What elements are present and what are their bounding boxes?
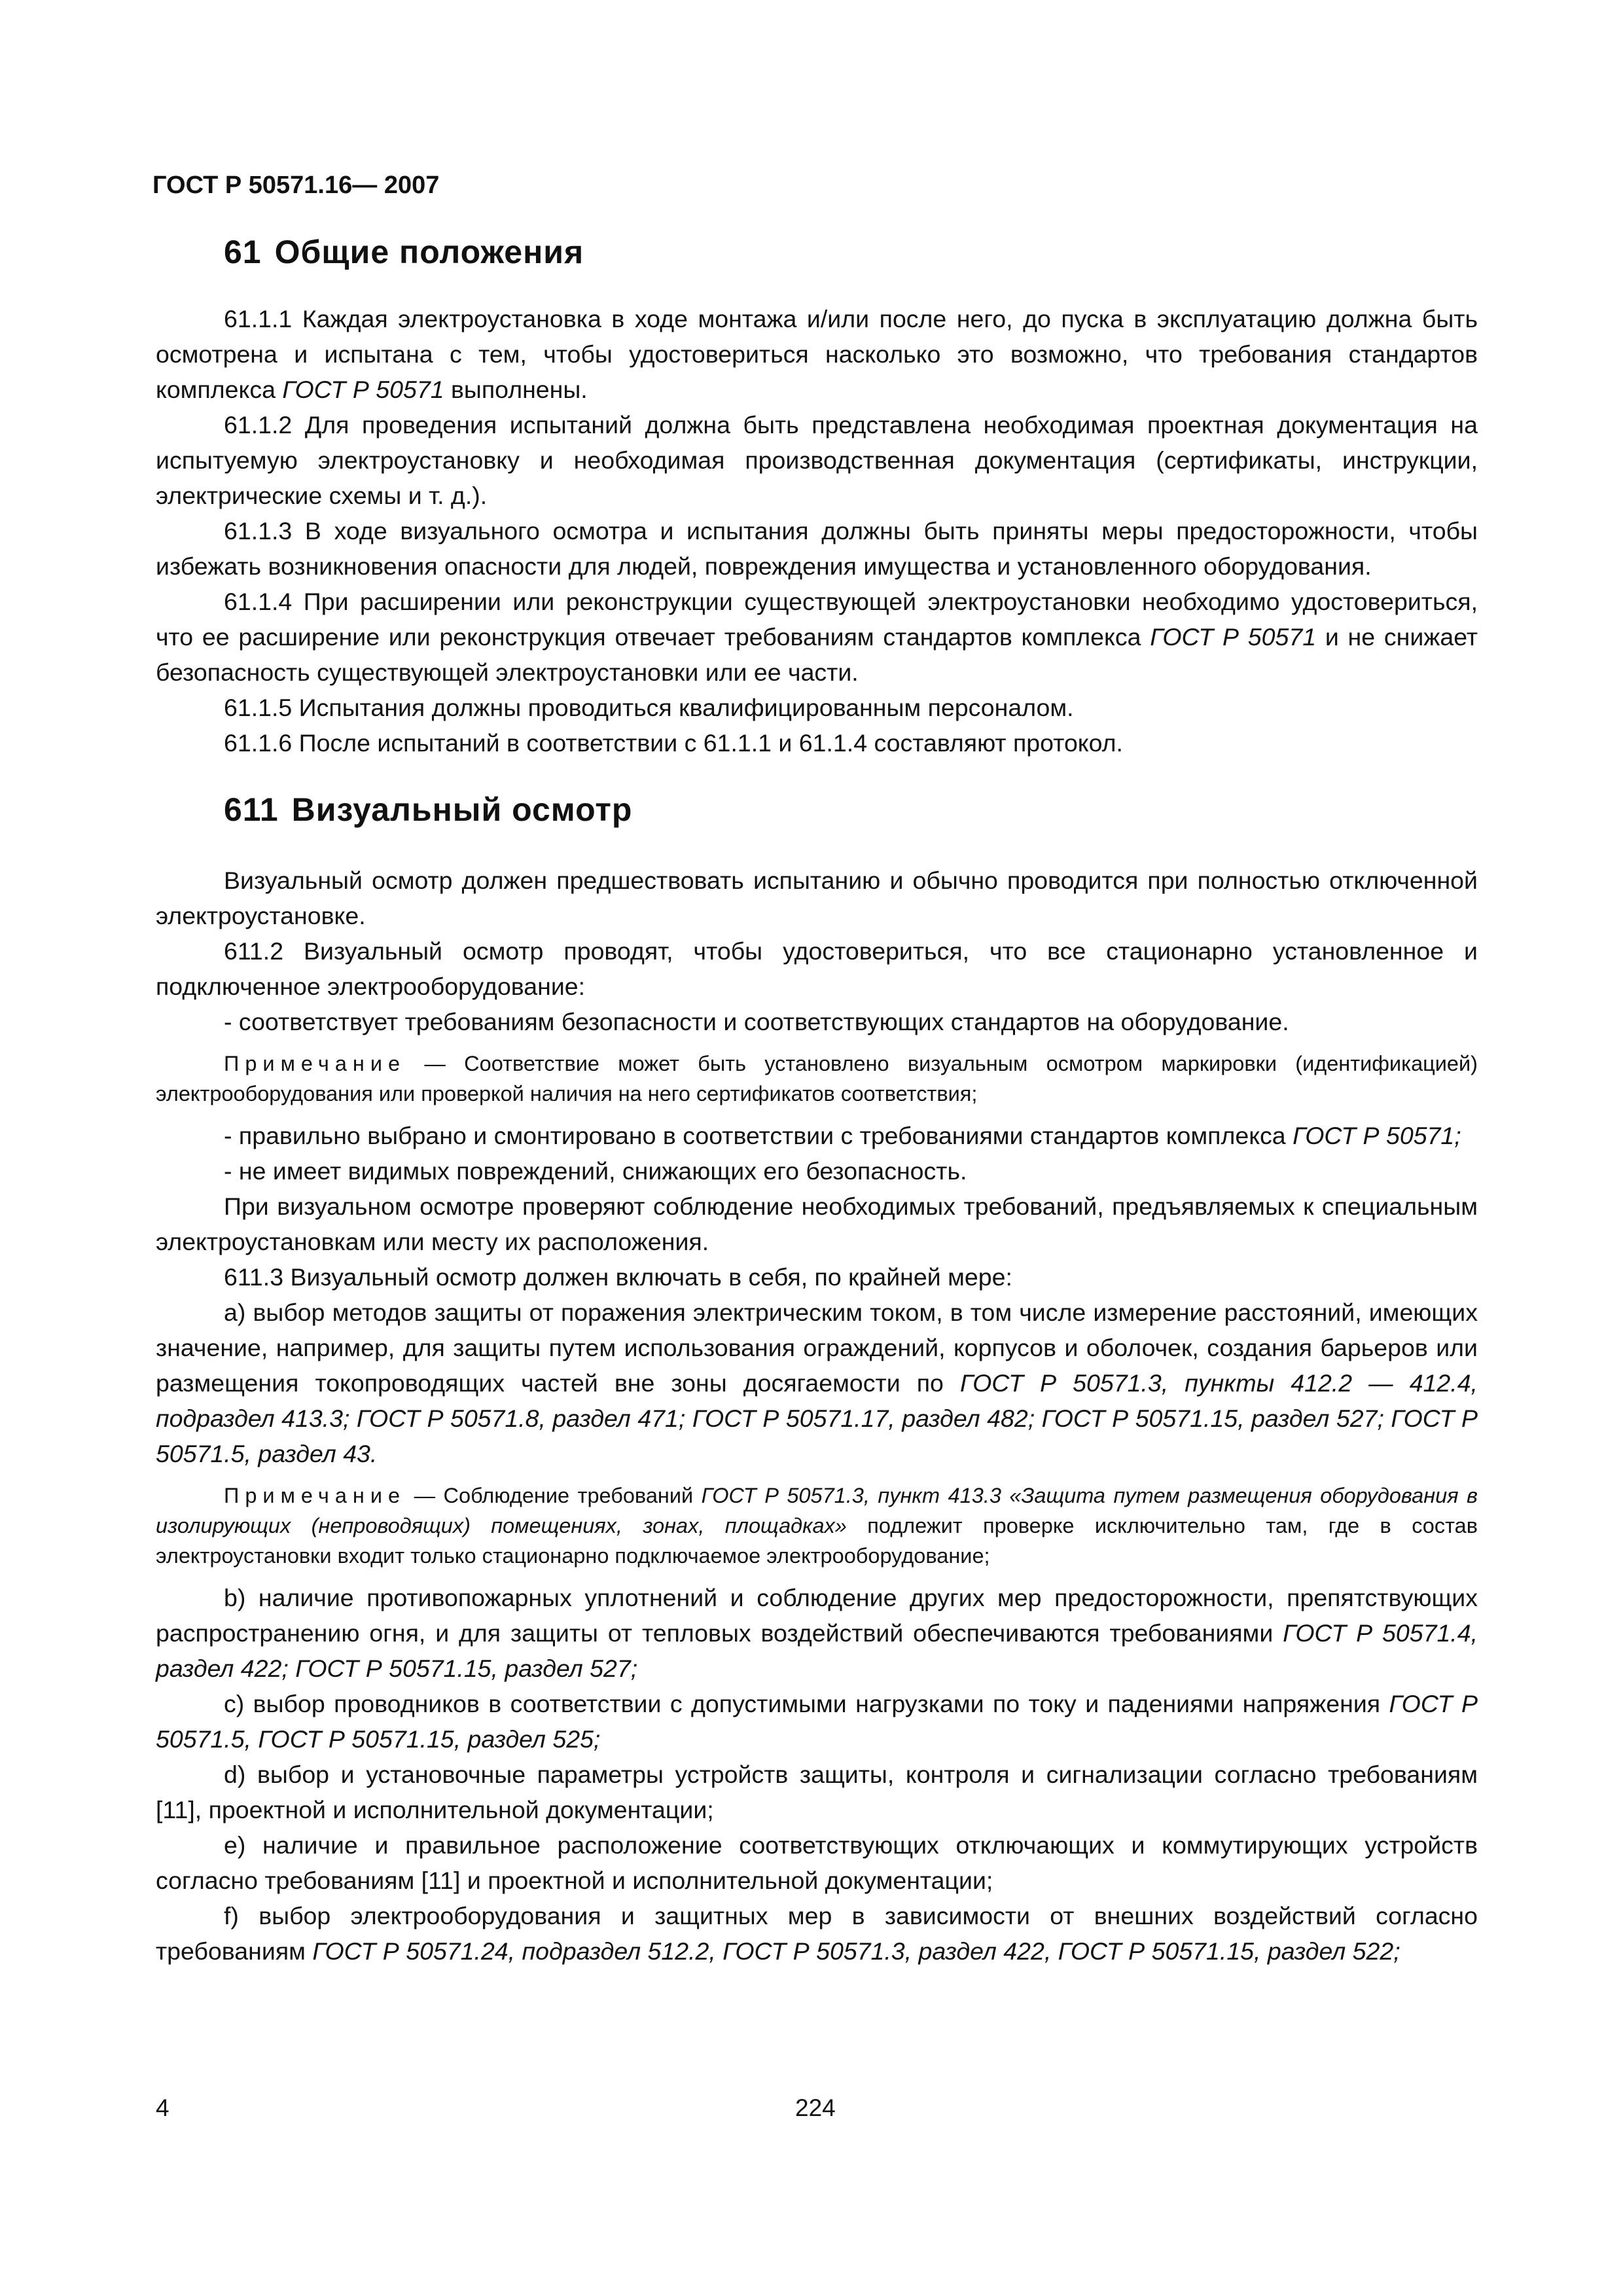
paragraph-61-1-2: 61.1.2 Для проведения испытаний должна быть представлена необходимая проектная документация на испытуемую электроустановку и необходимая производственная документация (сертификаты, инструкции, электрические схемы и т. д.). — [156, 411, 1478, 509]
paragraph-611-3: 611.3 Визуальный осмотр должен включать в себя, по крайней мере: — [224, 1263, 1012, 1291]
document-code: ГОСТ Р 50571.16— 2007 — [152, 171, 440, 199]
list-item-no-damage: - не имеет видимых повреждений, снижающих его безопасность. — [224, 1157, 967, 1185]
section-61-title: Общие положения — [274, 234, 584, 270]
document-body — [156, 233, 1478, 1969]
paragraph-61-1-1: 61.1.1 Каждая электроустановка в ходе монтажа и/или после него, до пуска в эксплуатацию должна быть осмотрена и испытана с тем, чтобы удостовериться насколько это возможно, что требования стандартов комплекса ГОСТ Р 50571 выполнены. — [156, 305, 1478, 403]
list-item-e: е) наличие и правильное расположение соответствующих отключающих и коммутирующих устройств согласно требованиям [11] и проектной и исполнительной документации; — [156, 1831, 1478, 1894]
section-611-title: Визуальный осмотр — [291, 791, 633, 828]
list-item-installed: - правильно выбрано и смонтировано в соответствии с требованиями стандартов комплекса ГОСТ Р 50571; — [224, 1122, 1461, 1149]
paragraph-61-1-4: 61.1.4 При расширении или реконструкции существующей электроустановки необходимо удостовериться, что ее расширение или реконструкция отвечает требованиям стандартов комплекса ГОСТ Р 50571 и не снижает безопасность существующей электроустановки или ее части. — [156, 588, 1478, 686]
note-label: Примечание — [224, 1484, 406, 1507]
note-label: Примечание — [224, 1052, 406, 1075]
sheet-number: 224 — [795, 2094, 836, 2121]
section-611-number: 611 — [224, 791, 279, 828]
list-item-a: а) выбор методов защиты от поражения электрическим током, в том числе измерение расстояний, имеющих значение, например, для защиты путем использования ограждений, корпусов и оболочек, создания барьеров или размещения токопроводящих частей вне зоны досягаемости по ГОСТ Р 50571.3, пункты 412.2 — 412.4, подраздел 413.3; ГОСТ Р 50571.8, раздел 471; ГОСТ Р 50571.17, раздел 482; ГОСТ Р 50571.15, раздел 527; ГОСТ Р 50571.5, раздел 43. — [156, 1299, 1478, 1467]
paragraph-61-1-6: 61.1.6 После испытаний в соответствии с 61.1.1 и 61.1.4 составляют протокол. — [224, 729, 1123, 757]
note-requirements: Примечание — Соблюдение требований ГОСТ Р 50571.3, пункт 413.3 «Защита путем размещения оборудования в изолирующих (непроводящих) помещениях, зонах, площадках» подлежит проверке исключительно там, где в состав электроустановки входит только стационарно подключаемое электрооборудование; — [156, 1484, 1478, 1568]
paragraph-special-installations: При визуальном осмотре проверяют соблюдение необходимых требований, предъявляемых к специальным электроустановкам или месту их расположения. — [156, 1193, 1478, 1255]
list-item-b: b) наличие противопожарных уплотнений и соблюдение других мер предосторожности, препятствующих распространению огня, и для защиты от тепловых воздействий обеспечиваются требованиями ГОСТ Р 50571.4, раздел 422; ГОСТ Р 50571.15, раздел 527; — [156, 1584, 1478, 1682]
paragraph-611-intro: Визуальный осмотр должен предшествовать испытанию и обычно проводится при полностью отключенной электроустановке. — [156, 867, 1478, 929]
section-61-heading — [224, 233, 1478, 271]
paragraph-61-1-3: 61.1.3 В ходе визуального осмотра и испытания должны быть приняты меры предосторожности, чтобы избежать возникновения опасности для людей, повреждения имущества и установленного оборудования. — [156, 517, 1478, 580]
section-61-number: 61 — [224, 234, 262, 270]
list-item-f: f) выбор электрооборудования и защитных мер в зависимости от внешних воздействий согласно требованиям ГОСТ Р 50571.24, подраздел 512.2, ГОСТ Р 50571.3, раздел 422, ГОСТ Р 50571.15, раздел 522; — [156, 1902, 1478, 1965]
paragraph-611-2: 611.2 Визуальный осмотр проводят, чтобы удостовериться, что все стационарно установленное и подключенное электрооборудование: — [156, 937, 1478, 1000]
list-item-safety: - соответствует требованиям безопасности и соответствующих стандартов на оборудование. — [224, 1008, 1289, 1035]
paragraph-61-1-5: 61.1.5 Испытания должны проводиться квалифицированным персоналом. — [224, 694, 1074, 721]
section-611-heading — [224, 791, 1478, 829]
page-number: 4 — [156, 2094, 169, 2121]
note-conformity: Примечание — Соответствие может быть установлено визуальным осмотром маркировки (идентификацией) электрооборудования или проверкой наличия на него сертификатов соответствия; — [156, 1052, 1478, 1105]
list-item-d: d) выбор и установочные параметры устройств защиты, контроля и сигнализации согласно требованиям [11], проектной и исполнительной документации; — [156, 1761, 1478, 1823]
list-item-c: с) выбор проводников в соответствии с допустимыми нагрузками по току и падениями напряжения ГОСТ Р 50571.5, ГОСТ Р 50571.15, раздел 525; — [156, 1690, 1478, 1753]
